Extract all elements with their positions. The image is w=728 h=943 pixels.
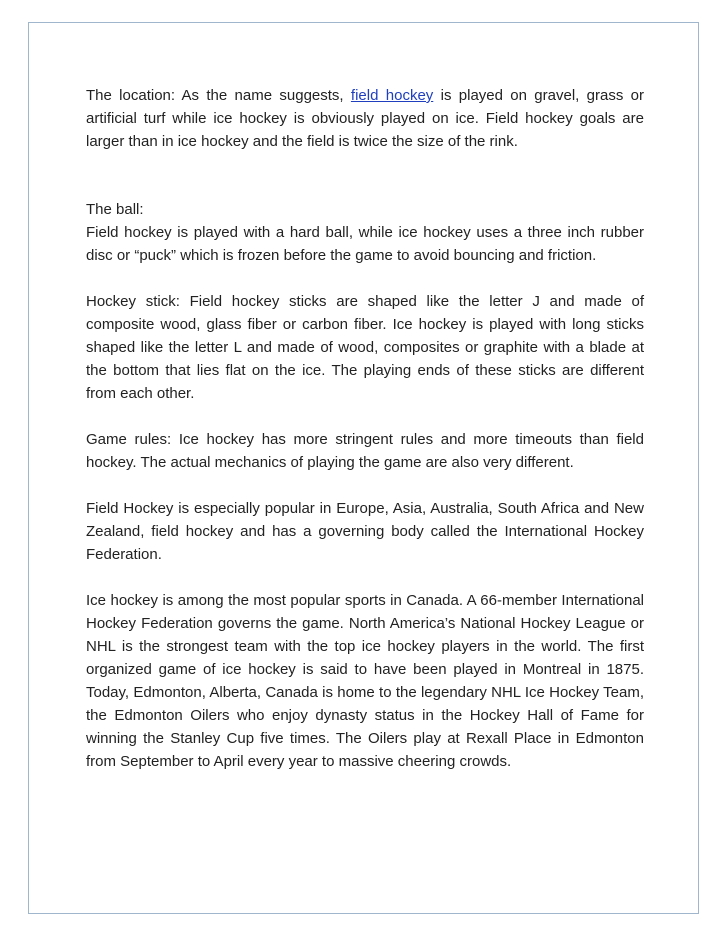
document-body [86, 84, 644, 773]
paragraph-location [86, 84, 644, 153]
paragraph-ball: Field hockey is played with a hard ball, while ice hockey uses a three inch rubber disc or “puck” which is frozen before the game to avoid bouncing and friction. [86, 224, 644, 264]
field-hockey-link[interactable]: field hockey [350, 87, 434, 104]
paragraph-ice-hockey-canada: Ice hockey is among the most popular sports in Canada. A 66-member International Hockey Federation governs the game. North America’s National Hockey League or NHL is the strongest team with the top ice hockey players in the world. The first organized game of ice hockey is said to have been played in Montreal in 1875. Today, Edmonton, Alberta, Canada is home to the legendary NHL Ice Hockey Team, the Edmonton Oilers who enjoy dynasty status in the Hockey Hall of Fame for winning the Stanley Cup five times. The Oilers play at Rexall Place in Edmonton from September to April every year to massive cheering crowds. [86, 592, 644, 770]
paragraph-hockey-stick: Hockey stick: Field hockey sticks are shaped like the letter J and made of composite wood, glass fiber or carbon fiber. Ice hockey is played with long sticks shaped like the letter L and made of wood, composites or graphite with a blade at the bottom that lies flat on the ice. The playing ends of these sticks are different from each other. [86, 293, 644, 402]
paragraph-game-rules: Game rules: Ice hockey has more stringent rules and more timeouts than field hockey. The actual mechanics of playing the game are also very different. [86, 431, 644, 471]
paragraph-location-text-start: The location: As the name suggests, [86, 87, 351, 104]
paragraph-location-text-end: is played on gravel, grass or artificial turf while ice hockey is obviously played on ice. Field hockey goals are larger than in ice hockey and the field is twice the size of the rink. [86, 87, 644, 150]
ball-heading: The ball: [86, 201, 144, 218]
paragraph-field-hockey-popularity: Field Hockey is especially popular in Europe, Asia, Australia, South Africa and New Zealand, field hockey and has a governing body called the International Hockey Federation. [86, 500, 644, 563]
